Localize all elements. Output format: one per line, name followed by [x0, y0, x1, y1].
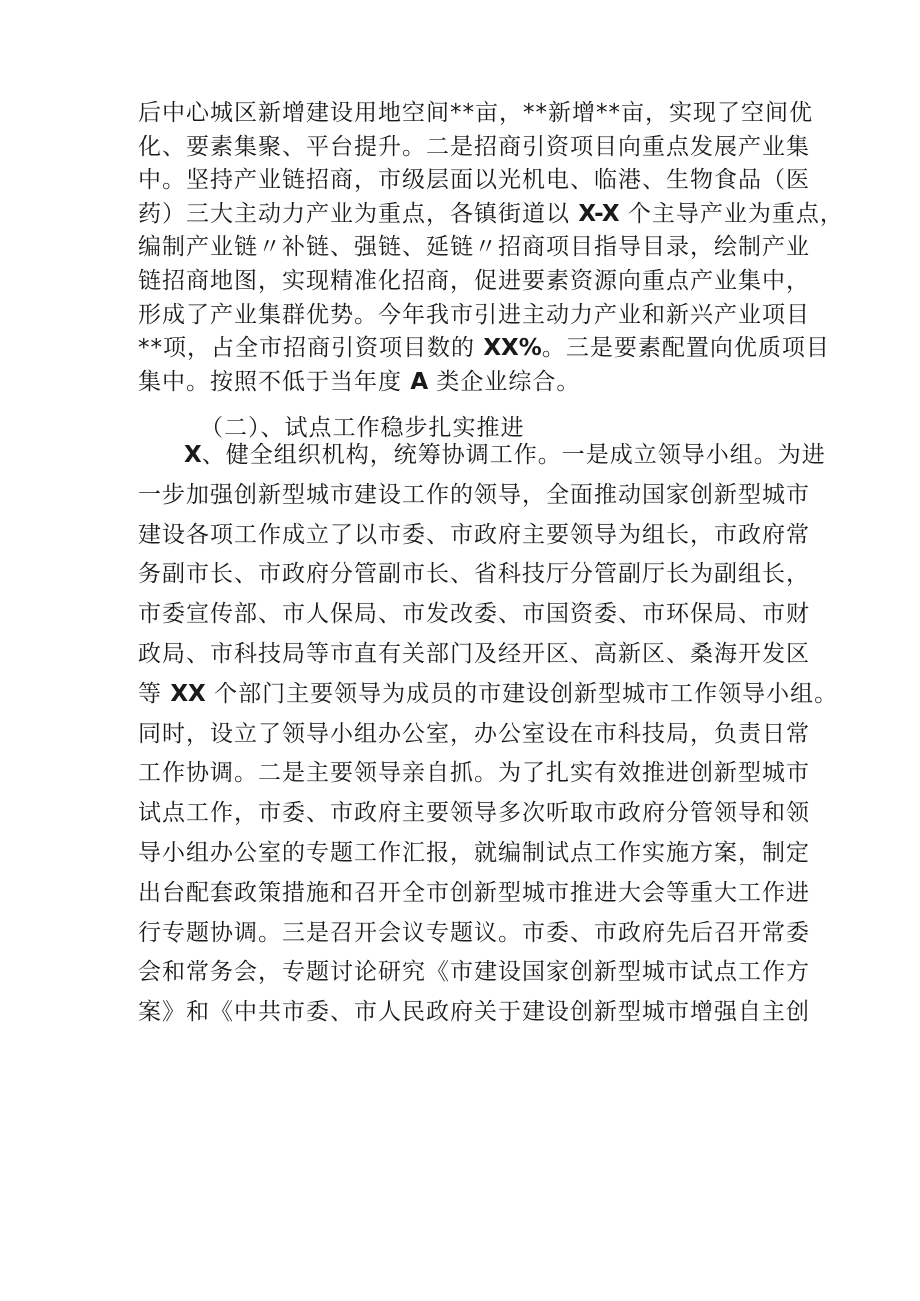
- bold-code: XX%: [483, 335, 542, 362]
- text-line: 同时，设立了领导小组办公室，办公室设在市科技局，负责日常: [138, 720, 810, 747]
- text-line: 中。坚持产业链招商，市级层面以光机电、临港、生物食品（医: [138, 167, 810, 194]
- section-heading: （二）、试点工作稳步扎实推进: [200, 415, 525, 441]
- text-line: 案》和《中共市委、市人民政府关于建设创新型城市增强自主创: [138, 999, 810, 1026]
- text-line: **项，占全市招商引资项目数的 XX%。三是要素配置向优质项目: [138, 335, 830, 362]
- text-line: 导小组办公室的专题工作汇报，就编制试点工作实施方案，制定: [138, 839, 810, 866]
- text-line: 一步加强创新型城市建设工作的领导，全面推动国家创新型城市: [138, 481, 810, 508]
- text-line: 后中心城区新增建设用地空间**亩，**新增**亩，实现了空间优: [138, 100, 813, 126]
- text-line: 工作协调。二是主要领导亲自抓。为了扎实有效推进创新型城市: [138, 760, 810, 787]
- text-line: 务副市长、市政府分管副市长、省科技厅分管副厅长为副组长，: [138, 561, 810, 588]
- text-line: 编制产业链〃补链、强链、延链〃招商项目指导目录，绘制产业: [138, 234, 810, 261]
- bold-code: X: [184, 442, 202, 468]
- bold-code: X-X: [578, 200, 620, 227]
- text-line: 集中。按照不低于当年度 A 类企业综合。: [138, 368, 581, 395]
- text-line: 会和常务会，专题讨论研究《市建设国家创新型城市试点工作方: [138, 959, 810, 986]
- text-line: 等 XX 个部门主要领导为成员的市建设创新型城市工作领导小组。: [138, 680, 839, 707]
- body-paragraph-2: [138, 436, 839, 1033]
- text-line: 政局、市科技局等市直有关部门及经开区、高新区、桑海开发区: [138, 640, 810, 667]
- text-line: 形成了产业集群优势。今年我市引进主动力产业和新兴产业项目: [138, 301, 810, 328]
- text-line: 链招商地图，实现精准化招商，促进要素资源向重点产业集中，: [138, 267, 810, 294]
- bold-code: XX: [170, 680, 206, 707]
- text-line: X、健全组织机构，统筹协调工作。一是成立领导小组。为进: [184, 442, 826, 468]
- body-paragraph-1: [138, 97, 844, 399]
- text-line: 行专题协调。三是召开会议专题议。市委、市政府先后召开常委: [138, 919, 810, 946]
- text-line: 药）三大主动力产业为重点，各镇街道以 X-X 个主导产业为重点，: [138, 200, 844, 227]
- text-line: 化、要素集聚、平台提升。二是招商引资项目向重点发展产业集: [138, 133, 810, 160]
- text-line: 试点工作，市委、市政府主要领导多次听取市政府分管领导和领: [138, 800, 810, 827]
- text-line: 建设各项工作成立了以市委、市政府主要领导为组长，市政府常: [138, 521, 810, 548]
- bold-code: A: [410, 368, 429, 395]
- text-line: 市委宣传部、市人保局、市发改委、市国资委、市环保局、市财: [138, 601, 810, 628]
- text-line: 出台配套政策措施和召开全市创新型城市推进大会等重大工作进: [138, 879, 810, 906]
